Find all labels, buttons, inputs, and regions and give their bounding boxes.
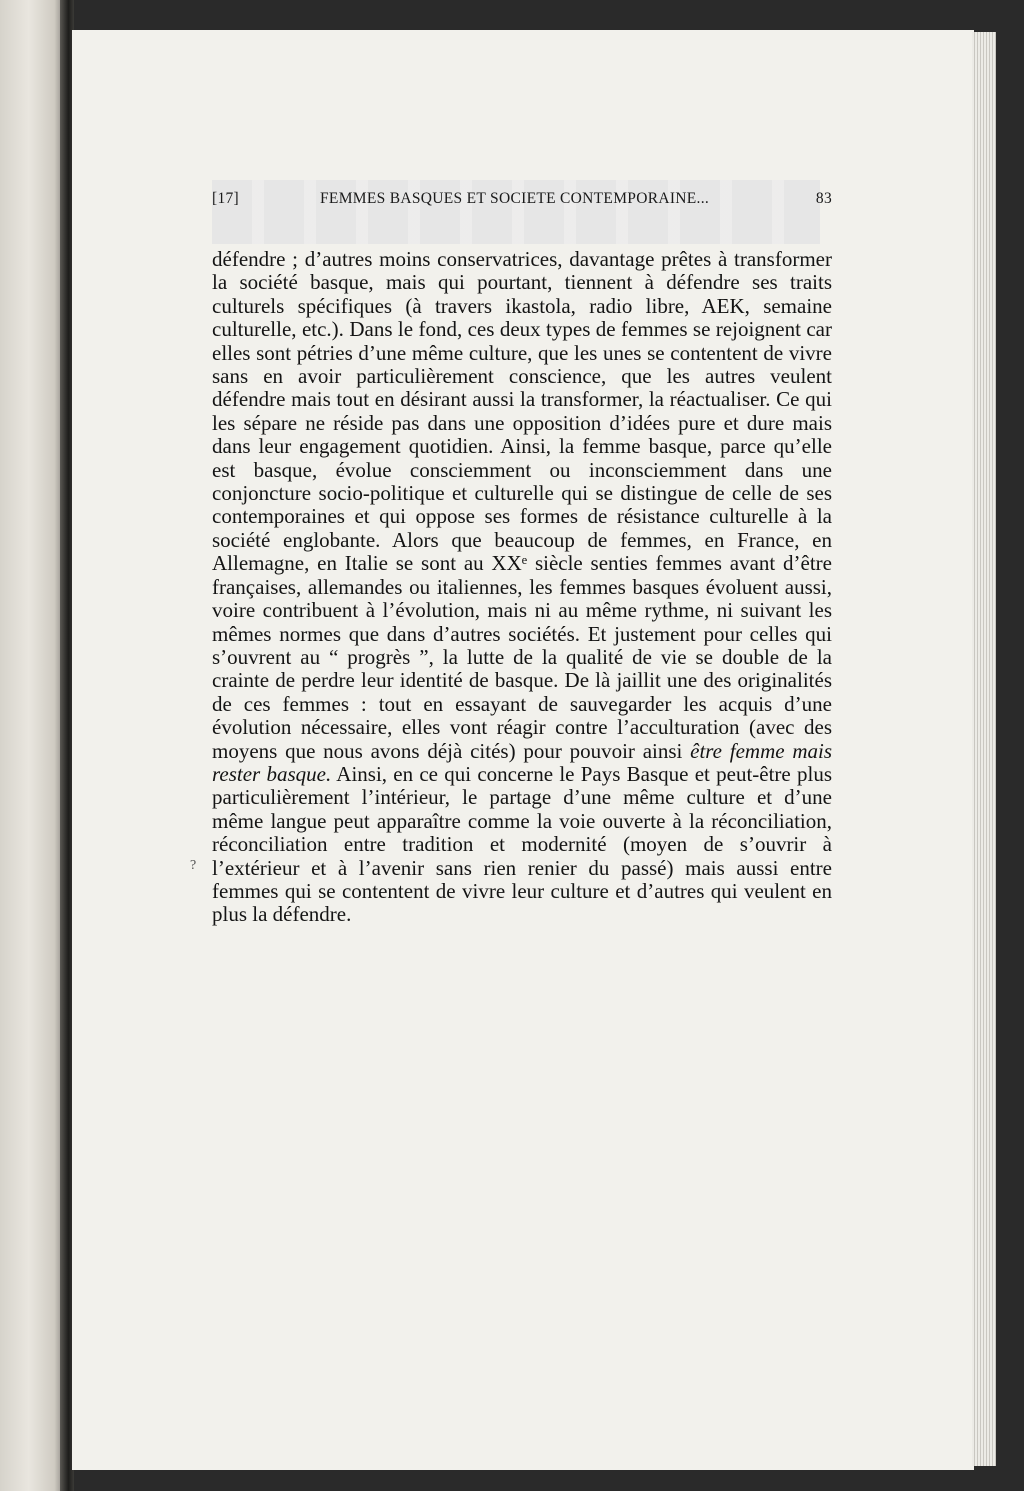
emphasized-phrase: être femme mais rester basque. <box>212 738 832 786</box>
margin-question-mark: ? <box>190 858 197 873</box>
body-text-part-2: Ainsi, en ce qui concerne le Pays Basque et peut-être plus particulièrement l’intérieur, le partage d’une même culture et d’une même langue peut apparaître comme la voie ouverte à la réconciliation, réconciliation entre tradition et modernité (moyen de s’ouvrir à l’extérieur et à l’avenir sans rien renier du passé) mais aussi entre femmes qui se contentent de vivre leur culture et d’autres qui veulent en plus la défendre. <box>212 761 832 927</box>
facing-page-edge <box>0 0 64 1491</box>
body-text-part-1: défendre ; d’autres moins conservatrices, davantage prêtes à transformer la société basque, mais qui pourtant, tiennent à défendre ses traits culturels spécifiques (à travers ikastola, radio libre, AEK, semaine culturelle, etc.). Dans le fond, ces deux types de femmes se rejoignent car elles sont pétries d’une même culture, que les unes se contentent de vivre sans en avoir particulièrement conscience, que les autres veulent défendre mais tout en désirant aussi la transformer, la réactualiser. Ce qui les sépare ne réside pas dans une opposition d’idées pure et dure mais dans leur engagement quotidien. Ainsi, la femme basque, parce qu’elle est basque, évolue consciemment ou inconsciemment dans une conjoncture socio-politique et culturelle qui se distingue de celle de ses contemporaines et qui oppose ses formes de résistance culturelle à la société englobante. Alors que beaucoup de femmes, en France, en Allemagne, en Italie se sont au XXᵉ siècle senties femmes avant d’être françaises, allemandes ou italiennes, les femmes basques évoluent aussi, voire contribuent à l’évolution, mais ni au même rythme, ni suivant les mêmes normes que dans d’autres sociétés. Et justement pour celles qui s’ouvrent au “ progrès ”, la lutte de la qualité de vie se double de la crainte de perdre leur identité de basque. De là jaillit une des originalités de ces femmes : tout en essayant de sauvegarder les acquis d’une évolution nécessaire, elles vont réagir contre l’acculturation (avec des moyens que nous avons déjà cités) pour pouvoir ainsi <box>212 247 832 763</box>
page-number: 83 <box>815 190 832 207</box>
page-stack-edge <box>972 32 996 1466</box>
section-number: [17] <box>212 190 240 207</box>
running-title: FEMMES BASQUES ET SOCIETE CONTEMPORAINE... <box>320 190 710 207</box>
body-paragraph <box>212 248 832 927</box>
running-header <box>212 190 832 214</box>
